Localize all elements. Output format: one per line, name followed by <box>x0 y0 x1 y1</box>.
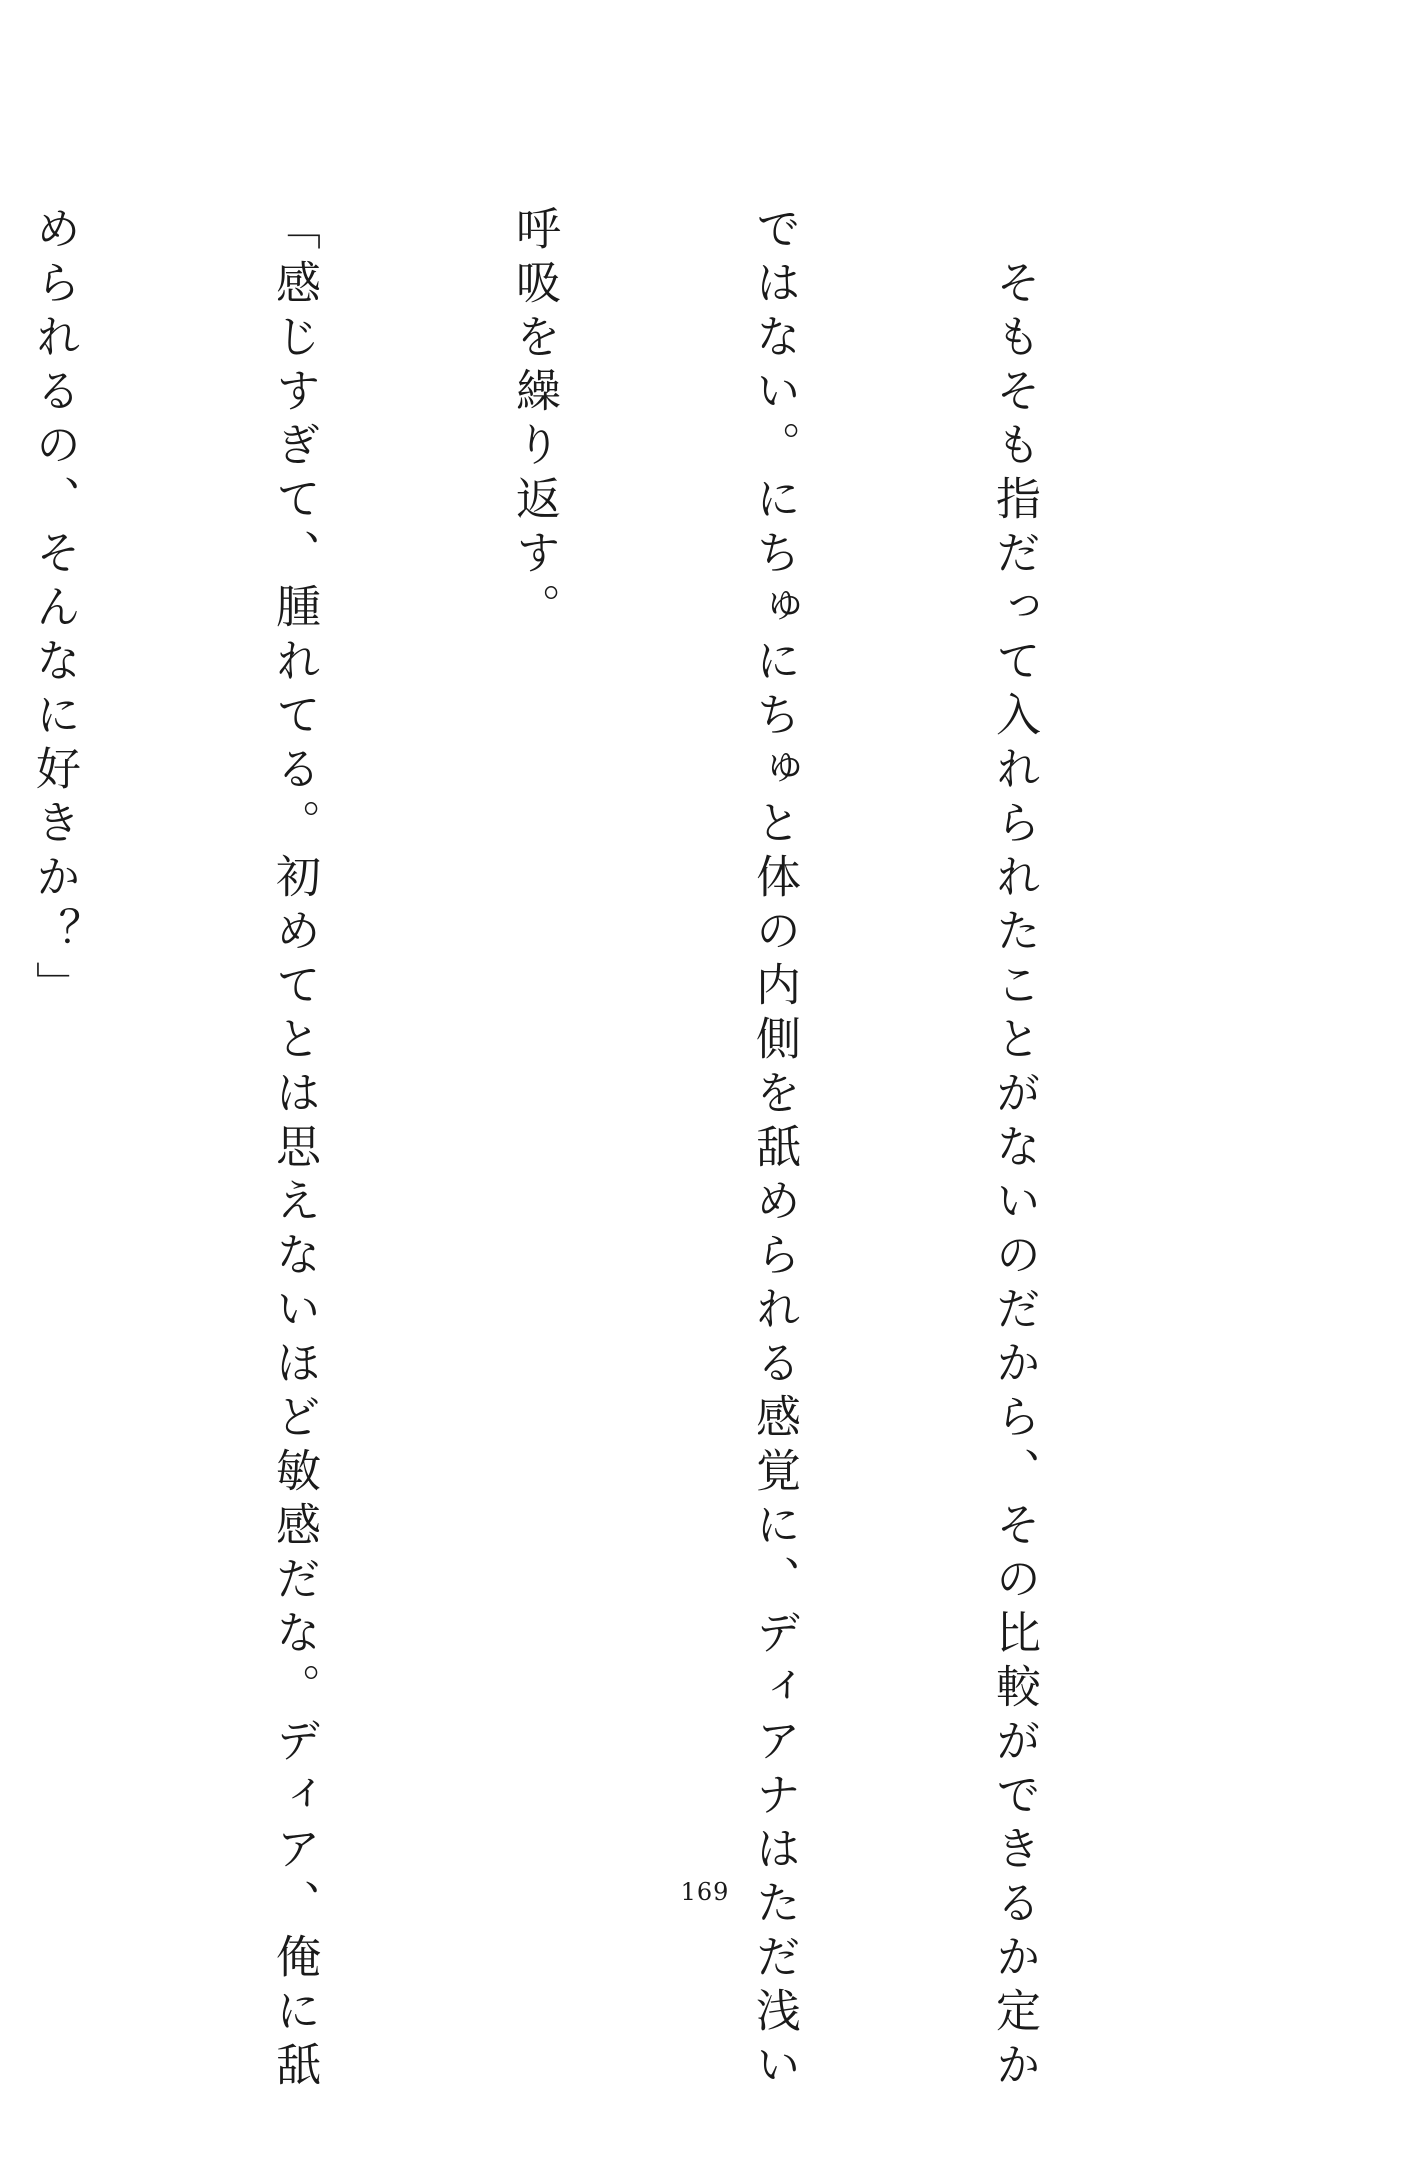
text-line: 「感じすぎて、腫れてる。初めてとは思えないほど敏感だな。ディア、俺に舐 <box>268 205 321 2095</box>
text-line: ではない。にちゅにちゅと体の内側を舐められる感覚に、ディアナはただ浅い <box>748 205 801 2095</box>
text-line: そもそも指だって入れられたことがないのだから、その比較ができるか定か <box>988 205 1041 2095</box>
text-line: められるの、そんなに好きか？」 <box>28 205 81 1015</box>
page-number: 169 <box>680 1878 730 1906</box>
text-line: 呼吸を繰り返す。 <box>508 205 561 637</box>
